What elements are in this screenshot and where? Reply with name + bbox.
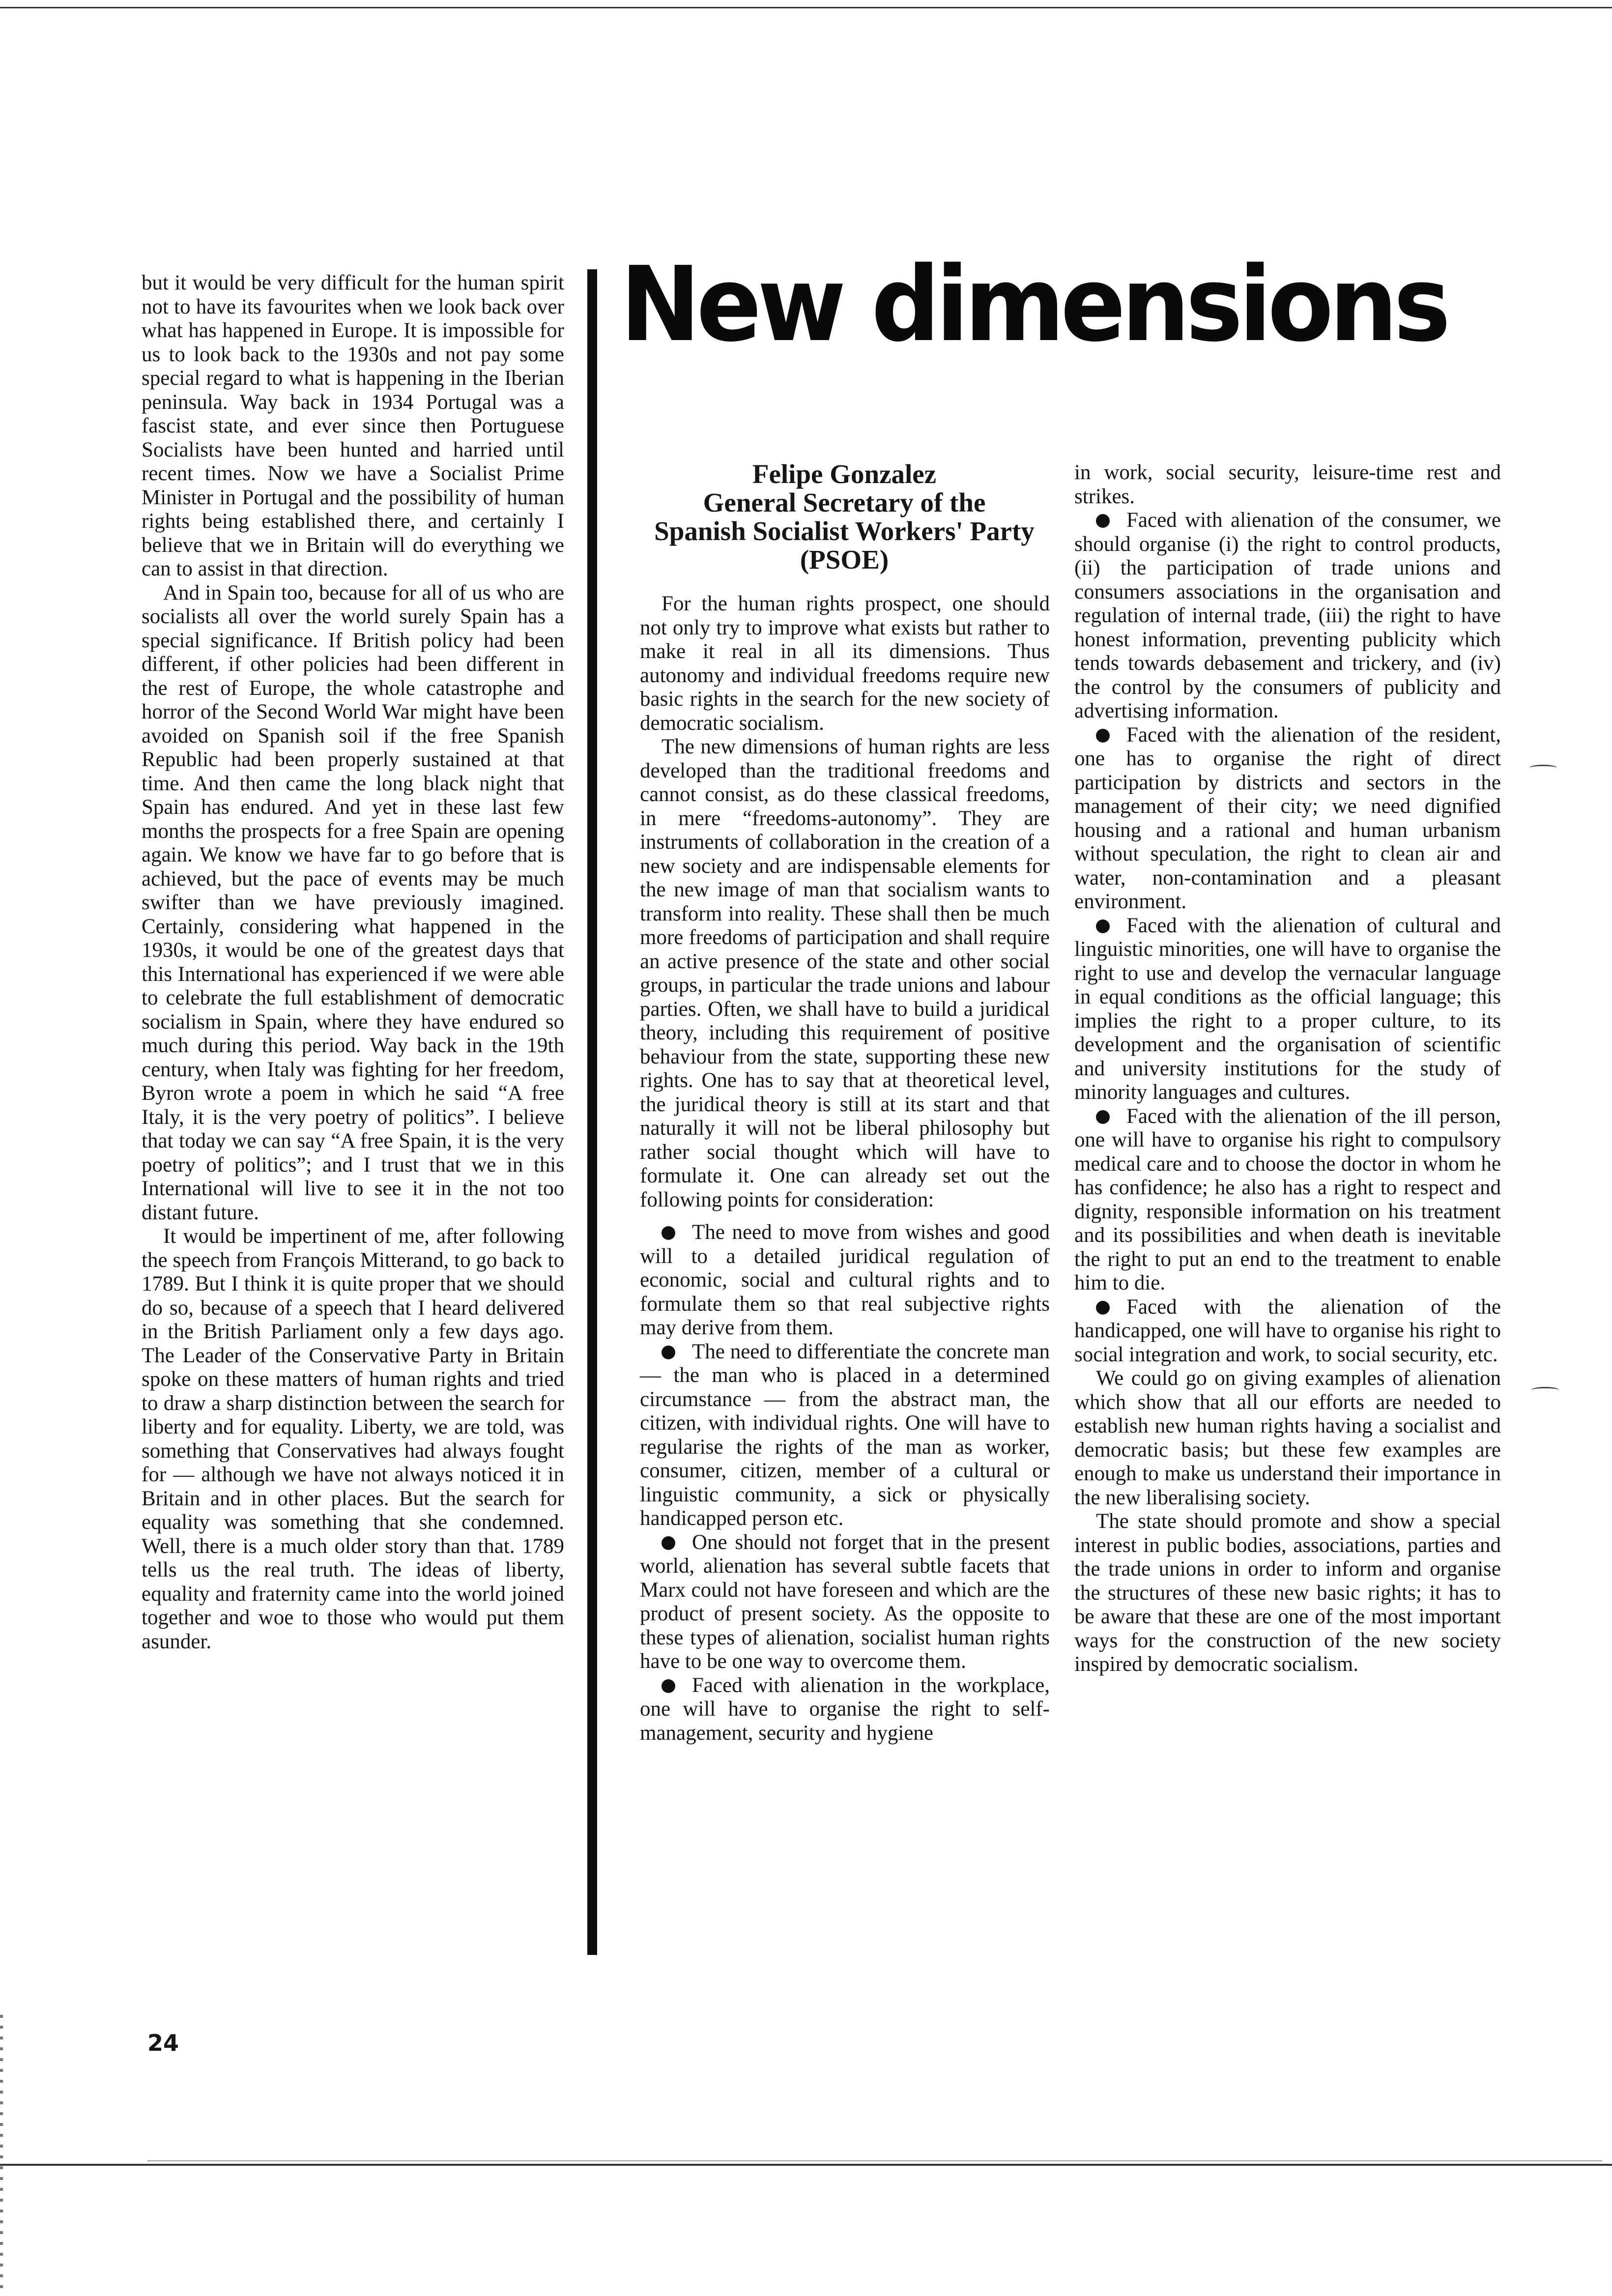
author-title: General Secretary of the	[703, 488, 986, 517]
bullet-icon	[1096, 729, 1110, 743]
bullet-text: Faced with alienation of the consumer, we should organise (i) the right to control products, (ii) the participation of trade unions and consumers associations in the organisation and regulation of internal trade, (iii) the right to have honest information, preventing publicity which tends towards debasement and trickery, and (iv) the control by the consumers of publicity and advertising information.	[1074, 509, 1501, 722]
byline	[630, 460, 1059, 574]
bullet-item	[1074, 723, 1501, 914]
bullet-icon	[662, 1226, 675, 1240]
bullet-icon	[1096, 1110, 1110, 1124]
paragraph: It would be impertinent of me, after following the speech from François Mitterand, to go back to 1789. But I think it is quite proper that we should do so, because of a speech that I heard delivered in the British Parliament only a few days ago. The Leader of the Conservative Party in Britain spoke on these matters of human rights and tried to draw a sharp distinction between the search for liberty and for equality. Liberty, we are told, was something that Conservatives had always fought for — although we have not always noticed it in Britain and in other places. But the search for equality was something that she condemned. Well, there is a much older story than that. 1789 tells us the real truth. The ideas of liberty, equality and fraternity came into the world joined together and woe to those who would put them asunder.	[142, 1225, 564, 1653]
bullet-text: The need to move from wishes and good will to a detailed juridical regulation of economic, social and cultural rights and to formulate them so that real subjective rights may derive from them.	[640, 1221, 1050, 1339]
bullet-item	[1074, 1295, 1501, 1367]
paragraph: but it would be very difficult for the human spirit not to have its favourites when we look back over what has happened in Europe. It is impossible for us to look back to the 1930s and not pay some special regard to what is happening in the Iberian peninsula. Way back in 1934 Portugal was a fascist state, and ever since then Portuguese Socialists have been hunted and harried until recent times. Now we have a Socialist Prime Minister in Portugal and the possibility of human rights being established there, and certainly I believe that we in Britain will do everything we can to assist in that direction.	[142, 271, 564, 580]
paragraph: The state should promote and show a special interest in public bodies, associations, parties and the trade unions in order to inform and organise the structures of these new basic rights; it has to be aware that these are one of the most important ways for the construction of the new society inspired by democratic socialism.	[1074, 1510, 1501, 1676]
paragraph: And in Spain too, because for all of us who are socialists all over the world surely Spain has a special significance. If British policy had been different, if other policies had been different in the rest of Europe, the whole catastrophe and horror of the Second World War might have been avoided on Spanish soil if the free Spanish Republic had been properly sustained at that time. And then came the long black night that Spain has endured. And yet in these last few months the prospects for a free Spain are opening again. We know we have far to go before that is achieved, but the pace of events may be much swifter than we have previously imagined. Certainly, considering what happened in the 1930s, it would be one of the greatest days that this International has experienced if we were able to celebrate the full establishment of democratic socialism in Spain, where they have endured so much during this period. Way back in the 19th century, when Italy was fighting for her freedom, Byron wrote a poem in which he said “A free Italy, it is the very poetry of politics”. I believe that today we can say “A free Spain, it is the very poetry of politics”; and I trust that we in this International will live to see it in the not too distant future.	[142, 581, 564, 1224]
top-rule	[0, 7, 1612, 8]
paragraph: The new dimensions of human rights are less developed than the traditional freedoms and cannot consist, as do these classical freedoms, in mere “freedoms-autonomy”. They are instruments of collaboration in the creation of a new society and are indispensable elements for the new image of man that socialism wants to transform into reality. These shall then be much more freedoms of participation and shall require an active presence of the state and other social groups, in particular the trade unions and labour parties. Often, we shall have to build a juridical theory, including this requirement of positive behaviour from the state, supporting these new rights. One has to say that at theoretical level, the juridical theory is still at its start and that naturally it will not be liberal philosophy but rather social thought which will have to formulate it. One can already set out the following points for consideration:	[640, 735, 1050, 1211]
bullet-item	[640, 1674, 1050, 1746]
bullet-text: The need to differentiate the concrete man — the man who is placed in a determined circumstance — from the abstract man, the citizen, with individual rights. One will have to regularise the rights of the man as worker, consumer, citizen, member of a cultural or linguistic community, a sick or physically handicapped person etc.	[640, 1340, 1050, 1530]
bullet-icon	[1096, 919, 1110, 933]
paragraph: in work, social security, leisure-time rest and strikes.	[1074, 461, 1501, 508]
paragraph: We could go on giving examples of alienation which show that all our efforts are needed to establish new human rights having a socialist and democratic basis; but these few examples are enough to make us understand their importance in the new liberalising society.	[1074, 1367, 1501, 1509]
bullet-item	[1074, 509, 1501, 723]
bullet-text: Faced with alienation in the workplace, one will have to organise the right to self-management, security and hygiene	[640, 1673, 1050, 1745]
margin-tick-mark	[1529, 765, 1557, 771]
bullet-icon	[662, 1679, 675, 1693]
bullet-icon	[1096, 514, 1110, 528]
column-2	[640, 592, 1050, 1745]
column-3	[1074, 461, 1501, 1677]
paragraph: For the human rights prospect, one should not only try to improve what exists but rather to make it real in all its dimensions. Thus autonomy and individual freedoms require new basic rights in the search for the new society of democratic socialism.	[640, 592, 1050, 735]
bullet-item	[1074, 1105, 1501, 1295]
author-title: (PSOE)	[800, 545, 889, 574]
bullet-text: Faced with the alienation of the resident, one has to organise the right of direct participation by districts and sectors in the management of their city; we need dignified housing and a rational and human urbanism without speculation, the right to clean air and water, non-contamination and a pleasant environment.	[1074, 723, 1501, 913]
bottom-rule	[0, 2164, 1612, 2166]
bullet-icon	[662, 1536, 675, 1550]
bullet-icon	[1096, 1301, 1110, 1315]
bullet-icon	[662, 1346, 675, 1359]
bottom-rule-thin	[147, 2160, 1602, 2161]
bullet-text: One should not forget that in the present world, alienation has several subtle facets that Marx could not have foreseen and which are the product of present society. As the opposite to these types of alienation, socialist human rights have to be one way to overcome them.	[640, 1530, 1050, 1673]
headline: New dimensions	[620, 244, 1447, 365]
bullet-item	[640, 1340, 1050, 1531]
author-name: Felipe Gonzalez	[752, 459, 937, 489]
bullet-text: Faced with the alienation of the handicapped, one will have to organise his right to social integration and work, to social security, etc.	[1074, 1295, 1501, 1366]
page-number: 24	[147, 2030, 179, 2056]
margin-tick-mark	[1531, 1387, 1559, 1393]
bullet-item	[640, 1221, 1050, 1340]
author-title: Spanish Socialist Workers' Party	[654, 516, 1035, 546]
scan-edge-marks	[0, 2015, 3, 2296]
column-1	[142, 271, 564, 1654]
bullet-text: Faced with the alienation of cultural and linguistic minorities, one will have to organise the right to use and develop the vernacular language in equal conditions as the official language; this implies the right to a proper culture, to its development and the organisation of scientific and university institutions for the study of minority languages and cultures.	[1074, 914, 1501, 1104]
bullet-text: Faced with the alienation of the ill person, one will have to organise his right to compulsory medical care and to choose the doctor in whom he has confidence; he also has a right to respect and dignity, responsible information on his treatment and its possibilities and when death is inevitable the right to put an end to the treatment to enable him to die.	[1074, 1104, 1501, 1294]
bullet-item	[1074, 914, 1501, 1105]
bullet-item	[640, 1531, 1050, 1674]
vertical-divider-bar	[587, 269, 597, 1955]
